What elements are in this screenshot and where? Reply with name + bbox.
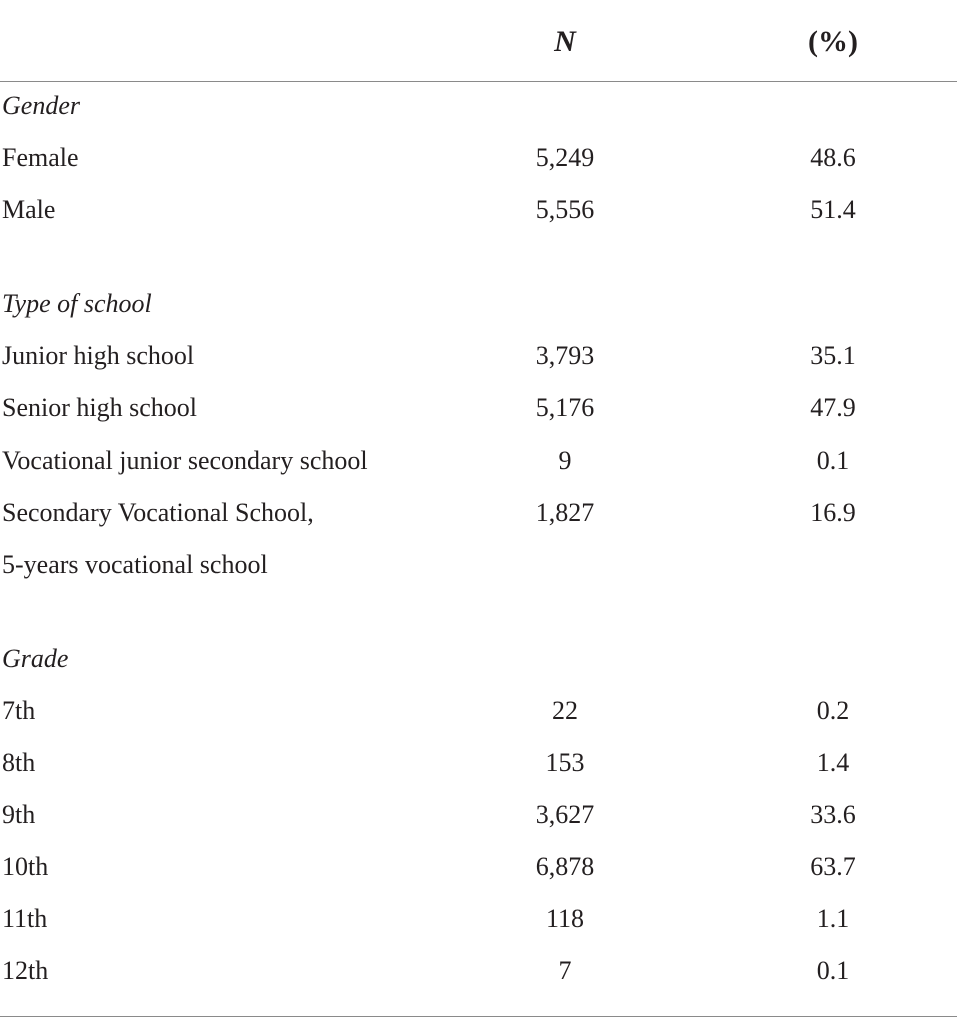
row-label: Secondary Vocational School,	[2, 498, 314, 527]
row-percent: 0.1	[816, 956, 850, 985]
row-label: Female	[2, 143, 79, 172]
table-row	[0, 691, 957, 731]
section-heading-gender	[0, 86, 957, 126]
table-row	[0, 336, 957, 376]
row-n: 5,176	[535, 393, 595, 422]
row-percent: 48.6	[810, 143, 856, 172]
row-label: 7th	[2, 696, 36, 725]
table-row	[0, 190, 957, 230]
section-title: Type of school	[2, 289, 152, 318]
column-header-percent: (%)	[808, 25, 858, 58]
row-label: 11th	[2, 904, 48, 933]
table-row	[0, 138, 957, 178]
row-n: 153	[545, 748, 585, 777]
column-header-n: N	[554, 25, 576, 58]
table-row	[0, 899, 957, 939]
row-label: Male	[2, 195, 56, 224]
row-n: 7	[558, 956, 572, 985]
header-rule	[0, 81, 957, 82]
row-percent: 33.6	[810, 800, 856, 829]
section-title: Gender	[2, 91, 80, 120]
row-n: 6,878	[535, 852, 595, 881]
section-title: Grade	[2, 644, 69, 673]
row-n: 3,793	[535, 341, 595, 370]
row-percent: 51.4	[810, 195, 856, 224]
row-label: 9th	[2, 800, 36, 829]
table-row	[0, 388, 957, 428]
row-n: 3,627	[535, 800, 595, 829]
row-percent: 0.1	[816, 446, 850, 475]
row-percent: 47.9	[810, 393, 856, 422]
section-heading-grade	[0, 639, 957, 679]
row-label: 10th	[2, 852, 49, 881]
table-row	[0, 951, 957, 991]
row-n: 1,827	[535, 498, 595, 527]
table-row	[0, 795, 957, 835]
table-row	[0, 743, 957, 783]
row-label: 5-years vocational school	[2, 550, 268, 579]
row-percent: 35.1	[810, 341, 856, 370]
row-percent: 0.2	[816, 696, 850, 725]
table-row	[0, 847, 957, 887]
row-percent: 16.9	[810, 498, 856, 527]
row-n: 22	[552, 696, 578, 725]
row-n: 5,249	[535, 143, 595, 172]
row-label: 8th	[2, 748, 36, 777]
table-row-continuation	[0, 545, 957, 585]
section-heading-type-of-school	[0, 284, 957, 324]
row-label: Senior high school	[2, 393, 197, 422]
table-header-row	[0, 22, 957, 62]
row-percent: 63.7	[810, 852, 856, 881]
footer-rule	[0, 1016, 957, 1017]
row-percent: 1.1	[816, 904, 850, 933]
row-percent: 1.4	[816, 748, 850, 777]
table-row	[0, 493, 957, 533]
row-label: Junior high school	[2, 341, 195, 370]
row-n: 118	[545, 904, 585, 933]
row-n: 9	[558, 446, 572, 475]
table-row	[0, 441, 957, 481]
row-label: 12th	[2, 956, 49, 985]
row-label: Vocational junior secondary school	[2, 446, 368, 475]
row-n: 5,556	[535, 195, 595, 224]
